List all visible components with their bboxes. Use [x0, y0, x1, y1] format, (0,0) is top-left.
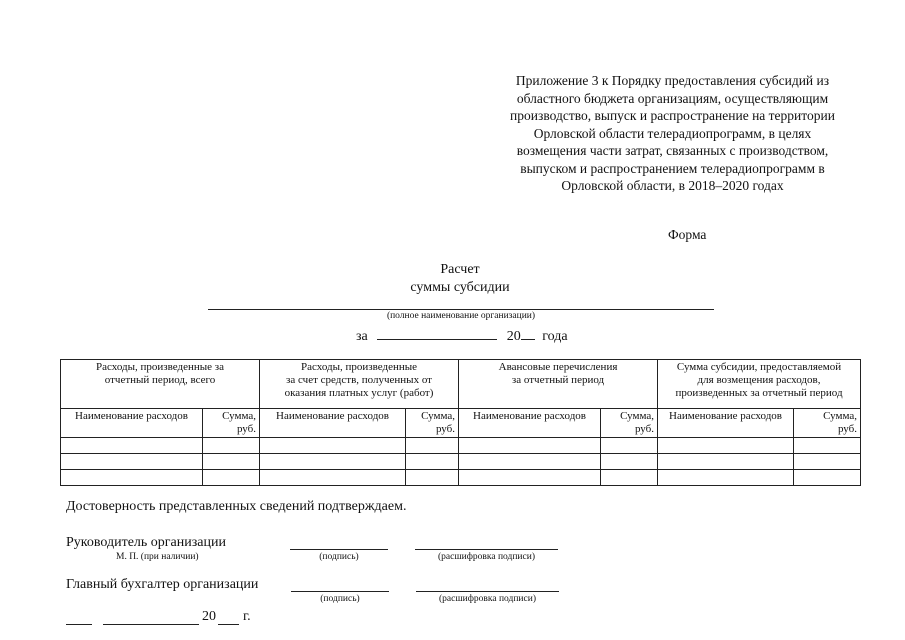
table-cell[interactable] [61, 438, 203, 454]
table-cell[interactable] [203, 470, 260, 486]
col-amount-line: руб. [837, 423, 858, 435]
date-month-field[interactable] [103, 624, 199, 625]
accountant-signature-field[interactable] [291, 591, 389, 592]
head-decode-caption: (расшифровка подписи) [438, 552, 535, 562]
col-amount [601, 409, 658, 438]
period-year-field[interactable] [521, 327, 535, 340]
group-header-line: Расходы, произведенные [301, 361, 418, 373]
form-label: Форма [668, 227, 707, 242]
group-header-line: Сумма субсидии, предоставляемой [676, 361, 842, 373]
group-header-line: Авансовые перечисления [498, 361, 618, 373]
date-day-field[interactable] [66, 624, 92, 625]
head-label: Руководитель организации [66, 535, 226, 550]
period-year-prefix: 20 [506, 329, 521, 344]
group-header-line: произведенных за отчетный период [675, 387, 843, 399]
accountant-signature-decode-field[interactable] [416, 591, 559, 592]
table-row [61, 470, 861, 486]
table-row [61, 454, 861, 470]
appendix-line: возмещения части затрат, связанных с производством, [516, 143, 829, 158]
table-cell[interactable] [61, 454, 203, 470]
table-cell[interactable] [203, 438, 260, 454]
col-amount [794, 409, 861, 438]
head-signature-decode-field[interactable] [415, 549, 558, 550]
table-cell[interactable] [794, 438, 861, 454]
col-amount-line: руб. [236, 423, 257, 435]
table-cell[interactable] [658, 470, 794, 486]
appendix-header [470, 72, 875, 195]
date-year-field[interactable] [218, 624, 239, 625]
col-expense-name: Наименование расходов [260, 409, 406, 438]
group-header-line: отчетный период, всего [104, 374, 216, 386]
col-amount-line: Сумма, [421, 410, 456, 422]
col-expense-name: Наименование расходов [459, 409, 601, 438]
col-amount-line: руб. [634, 423, 655, 435]
group-header-line: за счет средств, полученных от [286, 374, 432, 386]
table-row [61, 438, 861, 454]
period-line [356, 327, 568, 345]
table-cell[interactable] [459, 454, 601, 470]
appendix-line: Орловской области телерадиопрограмм, в целях [533, 125, 812, 141]
table-cell[interactable] [61, 470, 203, 486]
group-header-subsidy-amount [658, 360, 861, 409]
table-cell[interactable] [459, 438, 601, 454]
table-cell[interactable] [794, 454, 861, 470]
period-prefix: за [356, 329, 368, 344]
head-signature-caption: (подпись) [319, 552, 359, 562]
confirmation-statement: Достоверность представленных сведений подтверждаем. [66, 499, 407, 514]
table-column-header-row [61, 409, 861, 438]
date-year-prefix: 20 [202, 609, 216, 624]
organization-name-field[interactable] [208, 309, 714, 310]
table-cell[interactable] [260, 470, 406, 486]
title-line-1: Расчет [440, 262, 480, 277]
appendix-line: Приложение 3 к Порядку предоставления субсидий из [515, 73, 830, 88]
table-cell[interactable] [658, 454, 794, 470]
accountant-signature-caption: (подпись) [320, 594, 360, 604]
stamp-caption: М. П. (при наличии) [116, 552, 199, 562]
group-header-total-expenses [61, 360, 260, 409]
col-amount-line: Сумма, [823, 410, 858, 422]
date-suffix: г. [243, 609, 251, 624]
table-cell[interactable] [203, 454, 260, 470]
group-header-line: для возмещения расходов, [697, 374, 821, 386]
table-group-header-row [61, 360, 861, 409]
table-cell[interactable] [794, 470, 861, 486]
group-header-line: Расходы, произведенные за [96, 361, 224, 373]
appendix-line: производство, выпуск и распространение на территории [510, 108, 835, 123]
subsidy-calculation-table [60, 359, 861, 486]
table-cell[interactable] [406, 470, 459, 486]
col-amount-line: Сумма, [620, 410, 655, 422]
group-header-paid-services-expenses [260, 360, 459, 409]
accountant-decode-caption: (расшифровка подписи) [439, 594, 536, 604]
table-cell[interactable] [658, 438, 794, 454]
table-cell[interactable] [459, 470, 601, 486]
col-expense-name: Наименование расходов [61, 409, 203, 438]
table-cell[interactable] [601, 454, 658, 470]
table-cell[interactable] [260, 454, 406, 470]
col-amount [203, 409, 260, 438]
col-amount-line: руб. [435, 423, 456, 435]
period-suffix: года [542, 329, 568, 344]
col-amount [406, 409, 459, 438]
group-header-line: оказания платных услуг (работ) [284, 387, 434, 399]
organization-name-caption: (полное наименование организации) [386, 311, 536, 321]
appendix-line: Орловской области, в 2018–2020 годах [561, 178, 784, 193]
period-month-field[interactable] [377, 327, 497, 340]
table-cell[interactable] [601, 470, 658, 486]
appendix-line: областного бюджета организациям, осуществляющим [516, 90, 829, 106]
table-cell[interactable] [406, 438, 459, 454]
group-header-line: за отчетный период [511, 374, 605, 386]
table-cell[interactable] [406, 454, 459, 470]
group-header-advance-payments [459, 360, 658, 409]
document-title [330, 261, 590, 297]
accountant-label: Главный бухгалтер организации [66, 577, 259, 592]
title-line-2: суммы субсидии [410, 280, 510, 295]
appendix-line: выпуском и распространением телерадиопрограмм в [520, 160, 825, 176]
col-expense-name: Наименование расходов [658, 409, 794, 438]
head-signature-field[interactable] [290, 549, 388, 550]
table-cell[interactable] [601, 438, 658, 454]
table-cell[interactable] [260, 438, 406, 454]
col-amount-line: Сумма, [222, 410, 257, 422]
